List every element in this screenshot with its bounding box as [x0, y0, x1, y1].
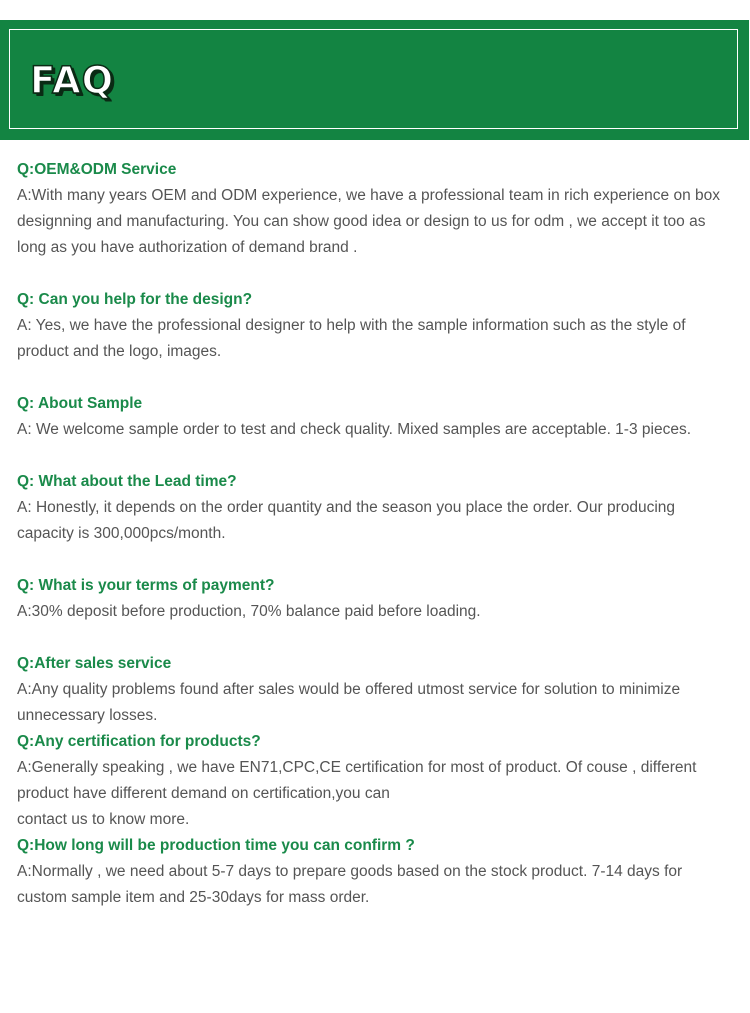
faq-title: FAQ [30, 59, 115, 102]
faq-item-lead-time [17, 469, 732, 547]
faq-question: Q: About Sample [17, 395, 143, 412]
faq-item-sample [17, 391, 732, 443]
faq-answer: A: We welcome sample order to test and check quality. Mixed samples are acceptable. 1-3 pieces. [17, 421, 692, 438]
faq-answer: A: Honestly, it depends on the order quantity and the season you place the order. Our producing capacity is 300,000pcs/month. [17, 499, 676, 542]
faq-answer: A: Yes, we have the professional designer to help with the sample information such as the style of product and the logo, images. [17, 317, 686, 360]
faq-question: Q: What is your terms of payment? [17, 577, 275, 594]
faq-answer: A:30% deposit before production, 70% balance paid before loading. [17, 603, 481, 620]
faq-answer [17, 755, 732, 833]
faq-answer: A:Any quality problems found after sales would be offered utmost service for solution to minimize unnecessary losses. [17, 681, 681, 724]
faq-item-payment [17, 573, 732, 625]
faq-question: Q: Can you help for the design? [17, 291, 253, 308]
faq-item-certification [17, 729, 732, 833]
faq-banner [0, 20, 749, 140]
faq-question: Q:After sales service [17, 655, 172, 672]
banner-frame [9, 29, 738, 129]
faq-item-after-sales [17, 651, 732, 729]
faq-item-oem-odm [17, 157, 732, 261]
faq-answer-line: contact us to know more. [17, 811, 190, 828]
faq-question: Q:Any certification for products? [17, 733, 261, 750]
faq-list [17, 157, 732, 911]
faq-answer: A:With many years OEM and ODM experience, we have a professional team in rich experience on box designning and manufacturing. You can show good idea or design to us for odm , we accept it too as long as you have authorization of demand brand . [17, 187, 720, 256]
faq-item-production-time [17, 833, 732, 911]
faq-question: Q:How long will be production time you can confirm ? [17, 837, 415, 854]
faq-question: Q: What about the Lead time? [17, 473, 237, 490]
faq-answer-line: A:Generally speaking , we have EN71,CPC,CE certification for most of product. Of couse , different product have different demand on certification,you can [17, 759, 697, 802]
faq-answer: A:Normally , we need about 5-7 days to prepare goods based on the stock product. 7-14 days for custom sample item and 25-30days for mass order. [17, 863, 683, 906]
faq-item-design [17, 287, 732, 365]
faq-question: Q:OEM&ODM Service [17, 161, 177, 178]
